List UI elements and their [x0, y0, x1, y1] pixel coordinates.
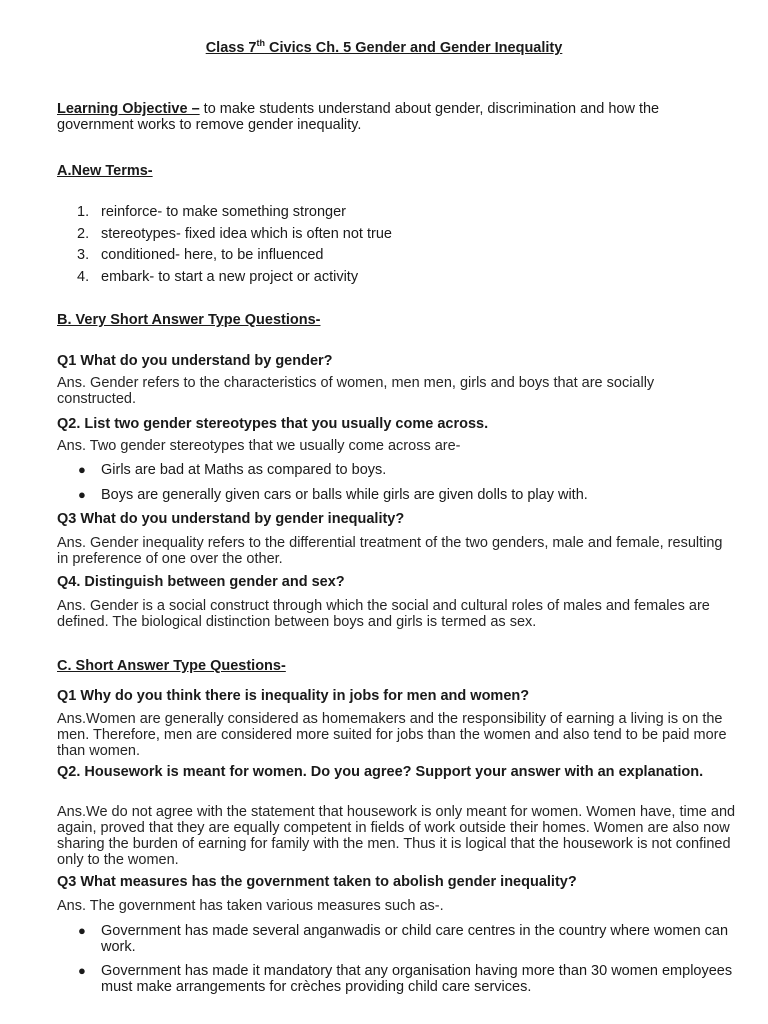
list-item: 4. embark- to start a new project or activity	[77, 268, 359, 285]
list-item: ● Boys are generally given cars or balls while girls are given dolls to play with.	[78, 487, 588, 503]
list-item: ● Girls are bad at Maths as compared to boys.	[78, 462, 387, 478]
list-item: 1. reinforce- to make something stronger	[77, 204, 346, 220]
list-item: 2. stereotypes- fixed idea which is often not true	[77, 225, 392, 242]
answer-c2: Ans.We do not agree with the statement that housework is only meant for women. Women have, time and again, proved that they are equally competent in fields of work outside their homes. Women are also now sharing the burden of earning for family with the men. Thus it is logical that the housework is not confined only to the women.	[57, 804, 736, 868]
bullet-icon: ●	[78, 462, 86, 477]
answer-b3: Ans. Gender inequality refers to the differential treatment of the two genders, male and female, resulting in preference of one over the other.	[57, 535, 723, 567]
question-b2: Q2. List two gender stereotypes that you usually come across.	[57, 416, 489, 432]
answer-c3: Ans. The government has taken various measures such as-.	[57, 898, 444, 914]
answer-b4: Ans. Gender is a social construct through which the social and cultural roles of males and females are defined. The biological distinction between boys and girls is termed as sex.	[57, 598, 710, 630]
new-terms-list	[57, 204, 392, 290]
section-c-heading: C. Short Answer Type Questions-	[57, 658, 286, 674]
page-title: Class 7th Civics Ch. 5 Gender and Gender Inequality	[205, 38, 563, 56]
bullet-icon: ●	[78, 923, 86, 938]
list-item: ● Government has made several anganwadis or child care centres in the country where women can work.	[78, 923, 729, 955]
answer-c1: Ans.Women are generally considered as homemakers and the responsibility of earning a living is on the men. Therefore, men are considered more suited for jobs than the women and also tend to be paid more than women.	[57, 711, 727, 759]
answer-b2-bullets	[57, 462, 737, 503]
answer-c3-bullets	[57, 923, 737, 995]
learning-objective-label: Learning Objective –	[57, 101, 200, 117]
question-b3: Q3 What do you understand by gender inequality?	[57, 511, 405, 527]
bullet-icon: ●	[78, 963, 86, 978]
learning-objective	[57, 101, 737, 133]
answer-b1: Ans. Gender refers to the characteristics of women, men men, girls and boys that are socially constructed.	[57, 375, 655, 407]
section-b-heading: B. Very Short Answer Type Questions-	[57, 312, 321, 328]
question-c3: Q3 What measures has the government taken to abolish gender inequality?	[57, 874, 577, 890]
list-item: ● Government has made it mandatory that any organisation having more than 30 women employees must make arrangements for crèches providing child care services.	[78, 963, 733, 995]
question-b1: Q1 What do you understand by gender?	[57, 353, 333, 369]
bullet-icon: ●	[78, 487, 86, 502]
question-c2: Q2. Housework is meant for women. Do you agree? Support your answer with an explanation.	[57, 764, 704, 780]
list-item: 3. conditioned- here, to be influenced	[77, 247, 324, 263]
section-a-heading: A.New Terms-	[57, 163, 153, 179]
question-b4: Q4. Distinguish between gender and sex?	[57, 574, 345, 590]
learning-objective-text: to make students understand about gender, discrimination and how the government works to remove gender inequality.	[57, 101, 660, 133]
answer-b2: Ans. Two gender stereotypes that we usually come across are-	[57, 438, 461, 454]
question-c1: Q1 Why do you think there is inequality in jobs for men and women?	[57, 688, 530, 704]
